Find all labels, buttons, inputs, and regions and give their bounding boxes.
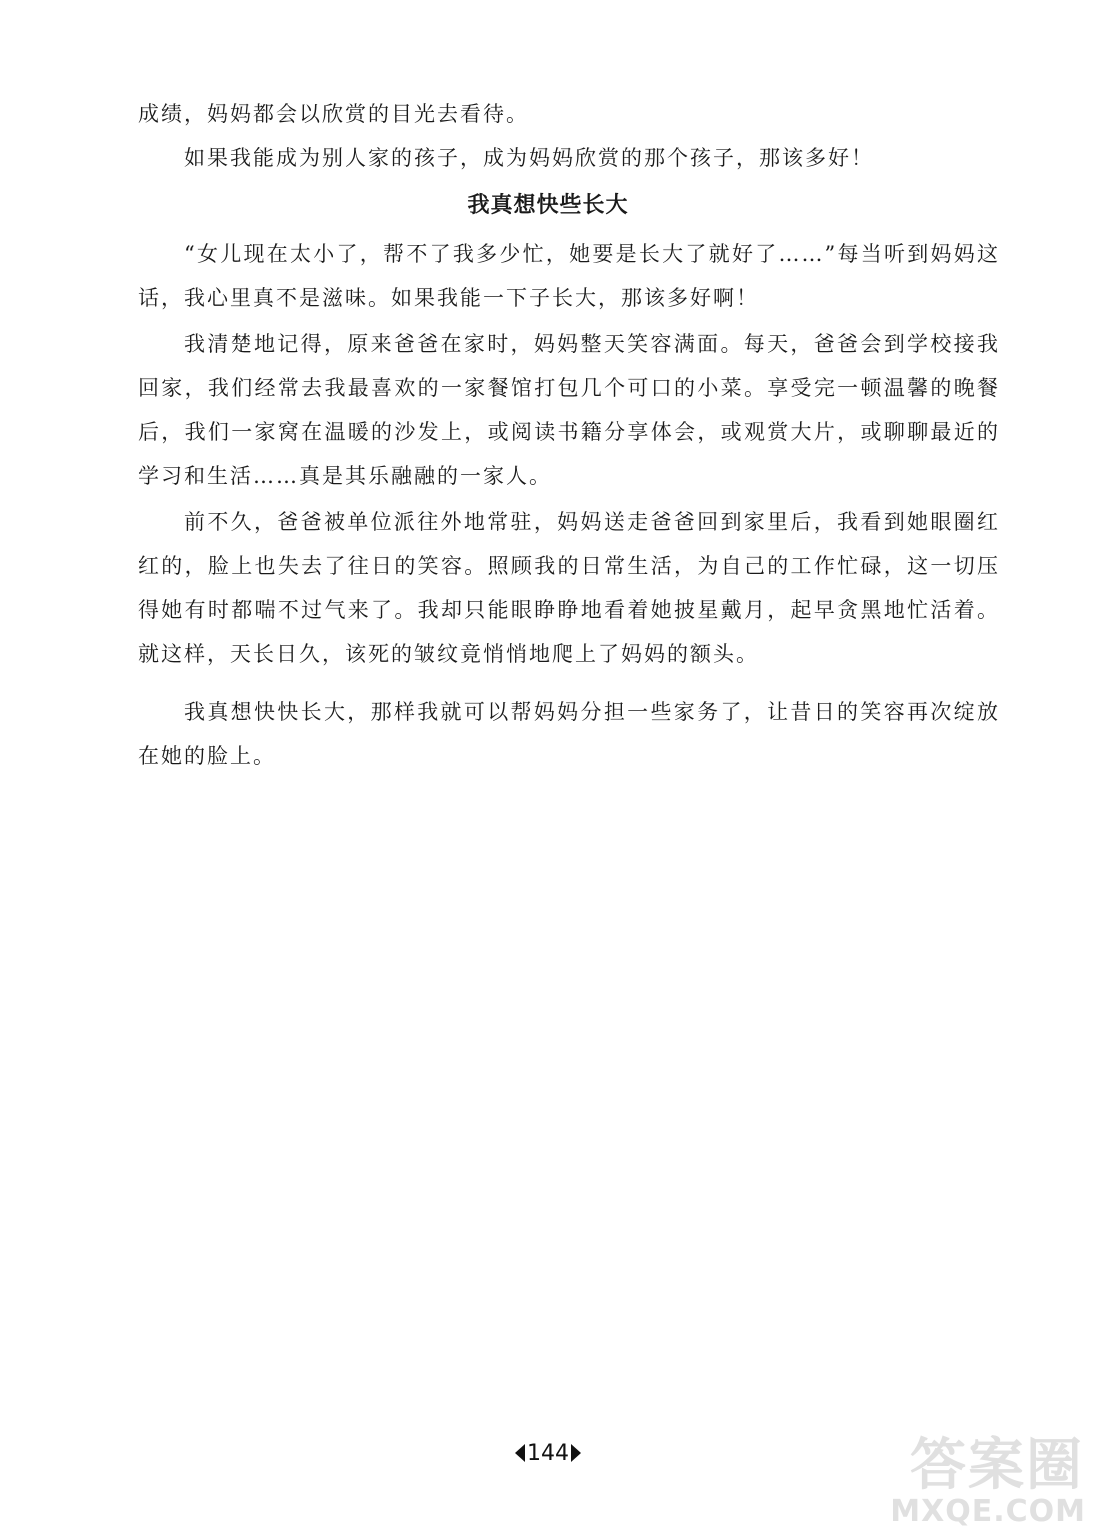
paragraph-wish: 如果我能成为别人家的孩子，成为妈妈欣赏的那个孩子，那该多好！ [184,146,874,170]
left-arrow-icon [515,1444,525,1462]
essay-title: 我真想快些长大 [467,193,629,218]
right-arrow-icon [571,1444,581,1462]
essay-paragraph-1: “女儿现在太小了，帮不了我多少忙，她要是长大了就好了……”每当听到妈妈这话，我心里真不是滋味。如果我能一下子长大，那该多好啊！ [138,242,1000,310]
essay-paragraph-3: 前不久，爸爸被单位派往外地常驻，妈妈送走爸爸回到家里后，我看到她眼圈红红的，脸上也失去了往日的笑容。照顾我的日常生活，为自己的工作忙碌，这一切压得她有时都喘不过气来了。我却只能眼睁睁地看着她披星戴月，起早贪黑地忙活着。就这样，天长日久，该死的皱纹竟悄悄地爬上了妈妈的额头。 [138,510,1000,666]
watermark-url: MXQE.COM [890,1494,1086,1529]
essay-paragraph-4: 我真想快快长大，那样我就可以帮妈妈分担一些家务了，让昔日的笑容再次绽放在她的脸上。 [138,700,1000,768]
paragraph-continued: 成绩，妈妈都会以欣赏的目光去看待。 [138,102,529,126]
watermark-logo [890,1433,1096,1536]
page-number-text: 144 [527,1441,569,1466]
watermark-chars: 答案圈 [910,1433,1084,1498]
essay-paragraph-2: 我清楚地记得，原来爸爸在家时，妈妈整天笑容满面。每天，爸爸会到学校接我回家，我们经常去我最喜欢的一家餐馆打包几个可口的小菜。享受完一顿温馨的晚餐后，我们一家窝在温暖的沙发上，或阅读书籍分享体会，或观赏大片，或聊聊最近的学习和生活……真是其乐融融的一家人。 [138,332,1000,488]
